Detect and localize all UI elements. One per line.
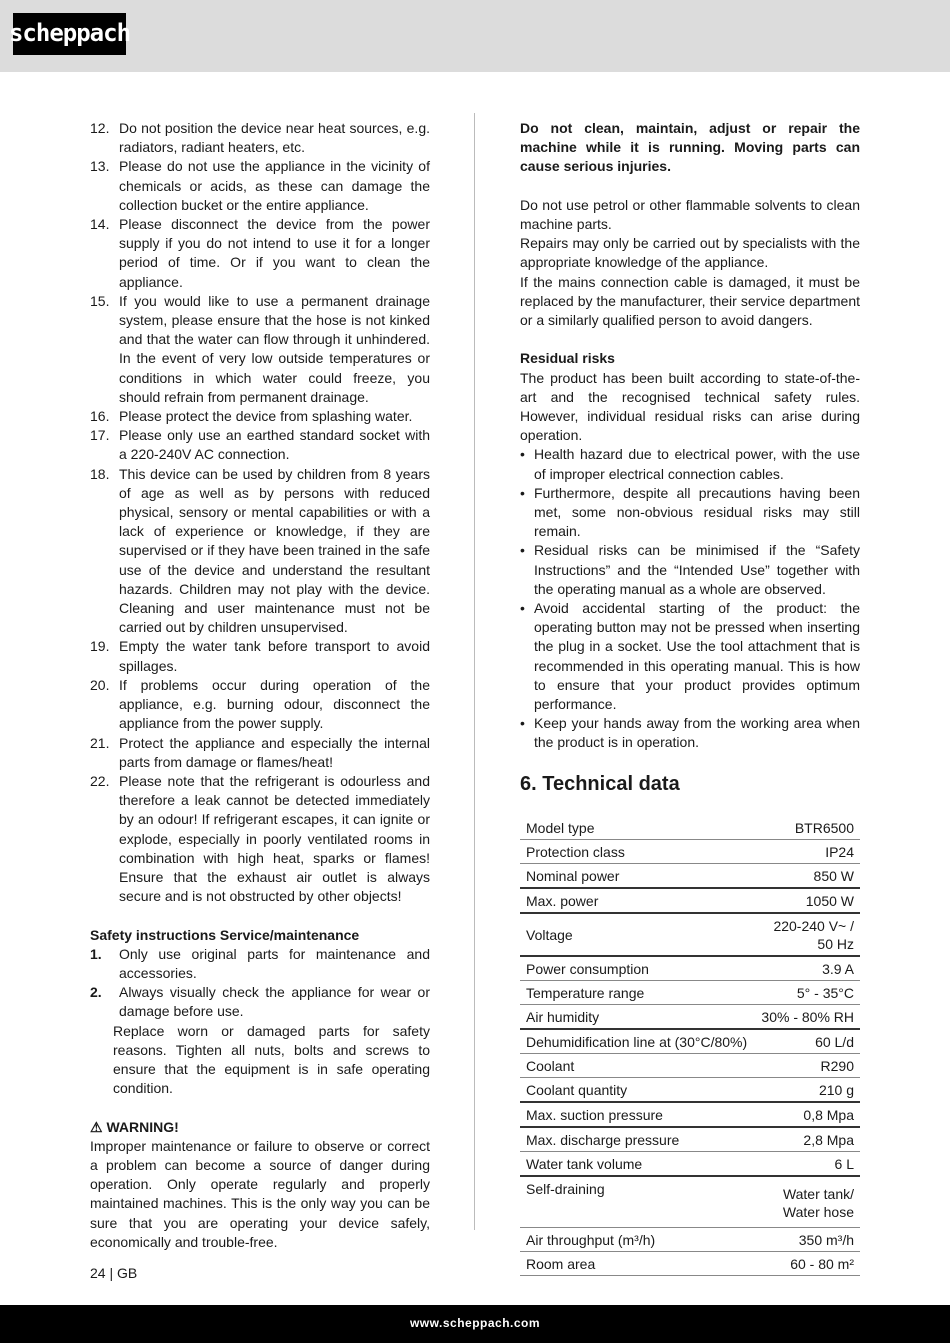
residual-heading: Residual risks — [520, 350, 615, 367]
warning-heading — [90, 1118, 430, 1137]
spec-label: Air humidity — [520, 1004, 754, 1029]
item-number: 21. — [90, 734, 110, 751]
table-row — [520, 956, 860, 981]
website-link[interactable]: www.scheppach.com — [409, 1316, 541, 1330]
bullet-item — [520, 484, 860, 542]
spec-label: Room area — [520, 1251, 754, 1275]
item-number: 15. — [90, 292, 110, 309]
table-row — [520, 1029, 860, 1054]
item-number: 1. — [90, 945, 102, 962]
table-row — [520, 888, 860, 913]
spec-value: 60 - 80 m² — [754, 1251, 860, 1275]
item-text: Please do not use the appliance in the vicinity of chemicals or acids, as these can damage the collection bucket or the entire appliance. — [119, 158, 430, 213]
bullet-text: Health hazard due to electrical power, with the use of improper electrical connection cables. — [534, 446, 860, 482]
item-text: If problems occur during operation of the appliance, e.g. burning odour, disconnect the appliance from the power supply. — [119, 676, 430, 732]
item-text: Do not position the device near heat sources, e.g. radiators, radiant heaters, etc. — [119, 120, 430, 156]
spec-label: Self-draining — [520, 1176, 754, 1228]
spec-label: Max. suction pressure — [520, 1102, 754, 1127]
item-number: 18. — [90, 465, 110, 482]
list-item — [90, 119, 430, 157]
item-number: 2. — [90, 984, 102, 1001]
spec-label: Coolant — [520, 1053, 754, 1077]
left-column — [90, 119, 430, 1252]
item-number: 14. — [90, 216, 110, 233]
list-item — [90, 215, 430, 292]
technical-data-table — [520, 816, 860, 1276]
item-text: Protect the appliance and especially the internal parts from damage or flames/heat! — [119, 734, 430, 770]
right-column — [520, 119, 860, 1276]
list-item — [90, 676, 430, 734]
spec-label: Max. power — [520, 888, 754, 913]
paragraph: Repairs may only be carried out by specialists with the appropriate knowledge of the appliance. — [520, 235, 860, 271]
spec-label: Protection class — [520, 839, 754, 863]
item-number: 19. — [90, 638, 110, 655]
residual-intro: The product has been built according to state-of-the-art and the recognised technical safety rules. However, individual residual risks can arise during operation. — [520, 369, 860, 444]
bullet-item — [520, 714, 860, 752]
table-row — [520, 1127, 860, 1152]
item-text: Only use original parts for maintenance and accessories. — [119, 945, 430, 981]
spec-label: Water tank volume — [520, 1151, 754, 1176]
table-row — [520, 1053, 860, 1077]
table-row — [520, 1102, 860, 1127]
bullet-item — [520, 599, 860, 714]
item-text: Please note that the refrigerant is odourless and therefore a leak cannot be detected immediately by an odour! If refrigerant escapes, it can ignite or explode, especially in poorly ventilated rooms in combination with high heat, sparks or flames! Ensure that the exhaust air outlet is always secure and is not obstructed by other objects! — [119, 772, 430, 905]
safety-list — [90, 119, 430, 906]
spec-label: Coolant quantity — [520, 1077, 754, 1102]
service-note: Replace worn or damaged parts for safety reasons. Tighten all nuts, bolts and screws to ensure that the equipment is in safe operating condition. — [113, 1022, 430, 1097]
bullet-text: Residual risks can be minimised if the “Safety Instructions” and the “Intended Use” together with the operating manual as a whole are observed. — [534, 542, 860, 597]
list-item — [90, 407, 430, 426]
page-number: 24 | GB — [90, 1265, 138, 1281]
bullet-icon: • — [520, 600, 525, 617]
spec-value: 850 W — [754, 863, 860, 888]
bullet-item — [520, 541, 860, 599]
bullet-text: Keep your hands away from the working area when the product is in operation. — [534, 715, 860, 751]
spec-label: Dehumidification line at (30°C/80%) — [520, 1029, 754, 1054]
list-item — [90, 637, 430, 675]
bullet-icon: • — [520, 484, 525, 501]
spec-value: R290 — [754, 1053, 860, 1077]
service-heading: Safety instructions Service/maintenance — [90, 926, 360, 943]
spec-value: Water tank/ Water hose — [754, 1176, 860, 1228]
bullet-item — [520, 445, 860, 483]
spec-value: 2,8 Mpa — [754, 1127, 860, 1152]
bullet-icon: • — [520, 542, 525, 559]
warning-label: WARNING! — [106, 1118, 179, 1135]
spec-value: 60 L/d — [754, 1029, 860, 1054]
table-row — [520, 1151, 860, 1176]
item-number: 16. — [90, 408, 110, 425]
list-item — [90, 772, 430, 906]
spec-value: BTR6500 — [754, 816, 860, 840]
spec-label: Nominal power — [520, 863, 754, 888]
spec-value: 350 m³/h — [754, 1227, 860, 1251]
table-row — [520, 1004, 860, 1029]
scheppach-logo: scheppach — [13, 13, 126, 55]
page-lang: GB — [117, 1265, 138, 1281]
spec-value: 220-240 V~ / 50 Hz — [754, 913, 860, 956]
item-text: This device can be used by children from 8 years of age as well as by persons with reduced physical, sensory or mental capabilities or with a lack of experience or knowledge, if they are supervised or if they have been trained in the safe use of the device and understand the resultant hazards. Children may not play with the device. Cleaning and user maintenance must not be carried out by children unsupervised. — [119, 465, 430, 636]
item-text: Please only use an earthed standard socket with a 220-240V AC connection. — [119, 427, 430, 463]
service-list — [90, 945, 430, 1022]
residual-list — [520, 445, 860, 752]
table-row — [520, 980, 860, 1004]
item-number: 17. — [90, 427, 110, 444]
item-number: 13. — [90, 158, 110, 175]
spec-value: 6 L — [754, 1151, 860, 1176]
list-item — [90, 292, 430, 407]
table-row — [520, 816, 860, 840]
table-row — [520, 863, 860, 888]
spec-label: Temperature range — [520, 980, 754, 1004]
item-text: Please protect the device from splashing water. — [119, 408, 413, 425]
bullet-icon: • — [520, 715, 525, 732]
bullet-text: Avoid accidental starting of the product: the operating button may not be pressed when inserting the plug in a socket. Use the tool attachment that is recommended in this operating manual. This is how to ensure that your product provides optimum performance. — [534, 600, 860, 713]
spec-label: Power consumption — [520, 956, 754, 981]
list-item — [90, 983, 430, 1021]
spec-label: Model type — [520, 816, 754, 840]
spec-value: 1050 W — [754, 888, 860, 913]
warning-icon: ⚠ — [90, 1118, 103, 1135]
list-item — [90, 465, 430, 638]
spec-value: 30% - 80% RH — [754, 1004, 860, 1029]
item-text: Always visually check the appliance for wear or damage before use. — [119, 984, 430, 1020]
spec-value: 3.9 A — [754, 956, 860, 981]
item-text: If you would like to use a permanent drainage system, please ensure that the hose is not kinked and that the water can flow through it unhindered. In the event of very low outside temperatures or conditions in which water could freeze, you should refrain from permanent drainage. — [119, 292, 430, 405]
spec-label: Max. discharge pressure — [520, 1127, 754, 1152]
bullet-icon: • — [520, 446, 525, 463]
bold-notice: Do not clean, maintain, adjust or repair the machine while it is running. Moving parts can cause serious injuries. — [520, 120, 860, 175]
spec-value: 0,8 Mpa — [754, 1102, 860, 1127]
item-number: 20. — [90, 676, 110, 693]
list-item — [90, 945, 430, 983]
spec-value: 210 g — [754, 1077, 860, 1102]
table-row — [520, 913, 860, 956]
spec-value: 5° - 35°C — [754, 980, 860, 1004]
page-num: 24 — [90, 1265, 106, 1281]
column-divider — [474, 113, 475, 1230]
section-heading: 6. Technical data — [520, 772, 680, 795]
list-item — [90, 157, 430, 215]
spec-label: Air throughput (m³/h) — [520, 1227, 754, 1251]
table-row — [520, 1251, 860, 1275]
item-text: Please disconnect the device from the power supply if you do not intend to use it for a longer period of time. Or if you want to clean the appliance. — [119, 216, 430, 290]
item-number: 12. — [90, 120, 110, 136]
bullet-text: Furthermore, despite all precautions having been met, some non-obvious residual risks may still remain. — [534, 484, 860, 540]
footer — [0, 1305, 950, 1343]
spec-value: IP24 — [754, 839, 860, 863]
table-row — [520, 1176, 860, 1228]
warning-text: Improper maintenance or failure to observe or correct a problem can become a source of danger during operation. Only operate regularly and properly maintained machines. This is the only way you can be sure that you are operating your device safely, economically and trouble-free. — [90, 1137, 430, 1250]
list-item — [90, 734, 430, 772]
table-row — [520, 839, 860, 863]
paragraph: Do not use petrol or other flammable solvents to clean machine parts. — [520, 196, 860, 232]
header — [0, 0, 950, 72]
item-text: Empty the water tank before transport to avoid spillages. — [119, 638, 430, 674]
paragraph: If the mains connection cable is damaged, it must be replaced by the manufacturer, their service department or a similarly qualified person to avoid dangers. — [520, 273, 860, 329]
table-row — [520, 1227, 860, 1251]
list-item — [90, 426, 430, 464]
spec-label: Voltage — [520, 913, 754, 956]
table-row — [520, 1077, 860, 1102]
item-number: 22. — [90, 772, 110, 789]
